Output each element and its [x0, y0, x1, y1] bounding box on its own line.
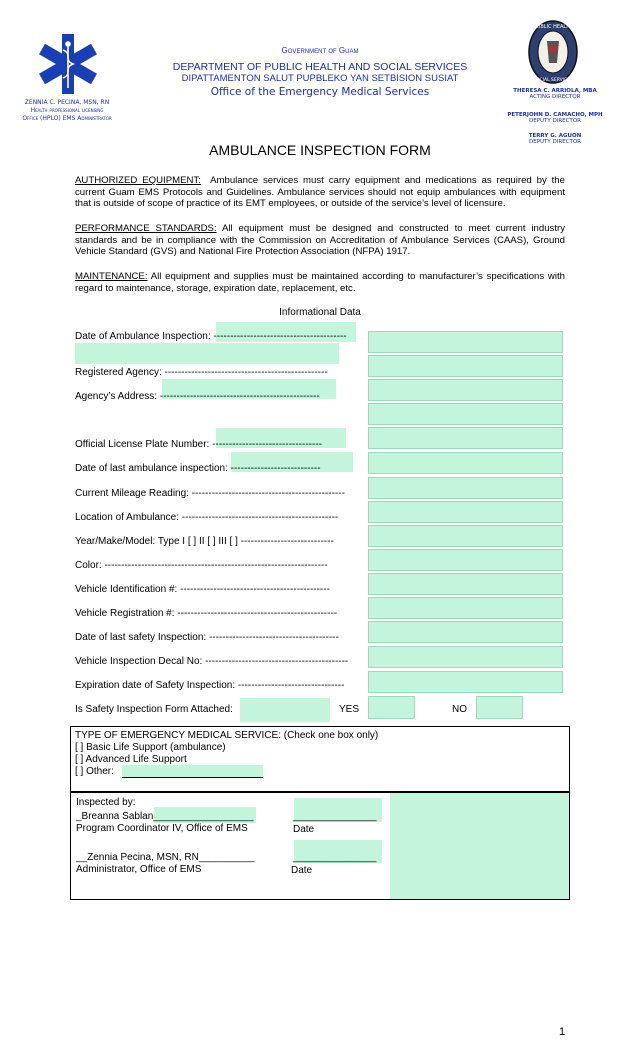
- other-option[interactable]: [ ] Other:: [75, 766, 114, 777]
- yes-label: YES: [339, 704, 360, 715]
- informational-data-heading: Informational Data: [279, 307, 361, 318]
- performance-standards-heading: PERFORMANCE STANDARDS:: [75, 223, 217, 234]
- right-field-1[interactable]: [368, 331, 563, 353]
- left-official-block: [2, 99, 132, 123]
- performance-standards-text: All equipment must be designed and constructed to meet current industry standards and be in compliance with the Commission on Accreditation of Ambulance Services (CAAS), Ground Vehicle Standard (GVS) and National Fire Protection Association (NFPA) 1917.: [75, 223, 565, 258]
- right-field-2[interactable]: [368, 355, 563, 377]
- right-field-5[interactable]: [368, 427, 563, 449]
- administrator-role: Administrator, Office of EMS: [76, 864, 202, 875]
- color-label: Color: -------------------------------------------------------------------: [75, 560, 328, 571]
- safety-attached-input[interactable]: [240, 698, 330, 722]
- staff-title: ACTING DIRECTOR: [529, 94, 581, 100]
- date-2-line: _______________: [293, 852, 377, 863]
- agency-address-label: Agency’s Address: ------------------------------------------------: [75, 391, 320, 402]
- no-label: NO: [452, 704, 467, 715]
- staff-name: THERESA C. ARRIOLA, MBA: [513, 88, 597, 94]
- inspector-role: Program Coordinator IV, Office of EMS: [76, 823, 248, 834]
- service-type-heading: TYPE OF EMERGENCY MEDICAL SERVICE: (Check one box only): [75, 730, 379, 741]
- form-title: AMBULANCE INSPECTION FORM: [209, 142, 431, 158]
- date-inspection-extra-input[interactable]: [75, 343, 339, 364]
- performance-standards-paragraph: [75, 223, 565, 258]
- right-field-7[interactable]: [368, 477, 563, 499]
- right-field-12[interactable]: [368, 597, 563, 619]
- basic-life-support-option[interactable]: [ ] Basic Life Support (ambulance): [75, 742, 226, 753]
- right-field-8[interactable]: [368, 501, 563, 523]
- seal-text-top: PUBLIC HEALTH: [533, 24, 573, 30]
- location-label: Location of Ambulance: -----------------------------------------------: [75, 512, 339, 523]
- signature-notes-area[interactable]: [390, 793, 569, 899]
- other-input[interactable]: [122, 765, 263, 778]
- administrator-name: __Zennia Pecina, MSN, RN__________: [76, 852, 255, 863]
- advanced-life-support-option[interactable]: [ ] Advanced Life Support: [75, 754, 187, 765]
- license-plate-label: Official License Plate Number: ---------------------------------: [75, 439, 322, 450]
- year-make-model-label: Year/Make/Model: Type I [ ] II [ ] III [ ] ----------------------------: [75, 536, 334, 547]
- staff-director: [494, 88, 616, 100]
- date-1-line: _______________: [293, 811, 377, 822]
- department-name: DEPARTMENT OF PUBLIC HEALTH AND SOCIAL SERVICES: [172, 61, 468, 73]
- staff-title: DEPUTY DIRECTOR: [528, 118, 582, 124]
- date-1-label: Date: [293, 824, 315, 835]
- staff-name: PETERJOHN D. CAMACHO, MPH: [507, 112, 603, 118]
- right-field-14[interactable]: [368, 646, 563, 668]
- authorized-equipment-text: Ambulance services must carry equipment and medications as required by the current Guam EMS Protocols and Guidelines. Ambulance services should not equip ambulances with equipment that is outside of scope of practice of its EMT employees, or outside of the service’s level of licensure.: [75, 175, 565, 210]
- left-official-title2: Office (HPLO) EMS Administrator: [22, 115, 112, 122]
- authorized-equipment-paragraph: [75, 175, 565, 210]
- maintenance-paragraph: [75, 271, 565, 294]
- maintenance-text: All equipment and supplies must be maintained according to manufacturer’s specifications with regard to maintenance, storage, expiration date, replacement, etc.: [75, 271, 565, 294]
- left-official-name: ZENNIA C. PECINA, MSN, RN: [24, 99, 110, 106]
- right-field-9[interactable]: [368, 525, 563, 547]
- yes-checkbox[interactable]: [368, 696, 415, 719]
- maintenance-heading: MAINTENANCE:: [75, 271, 148, 282]
- no-checkbox[interactable]: [476, 696, 523, 719]
- registered-agency-label: Registered Agency: -------------------------------------------------: [75, 367, 328, 378]
- last-safety-label: Date of last safety Inspection: ---------------------------------------: [75, 632, 339, 643]
- authorized-equipment-heading: AUTHORIZED EQUIPMENT:: [75, 175, 201, 186]
- right-field-3[interactable]: [368, 379, 563, 401]
- right-field-11[interactable]: [368, 573, 563, 595]
- right-field-15[interactable]: [368, 671, 563, 693]
- left-official-title1: Health professional licensing: [30, 107, 104, 114]
- government-of-guam: Government of Guam: [281, 46, 359, 55]
- right-field-6[interactable]: [368, 452, 563, 474]
- page-number: 1: [559, 1026, 566, 1038]
- safety-attached-label: Is Safety Inspection Form Attached:: [75, 704, 233, 715]
- department-name-chamorro: DIPATTAMENTON SALUT PUPBLEKO YAN SETBISION SUSIAT: [181, 73, 459, 84]
- registration-label: Vehicle Registration #: ------------------------------------------------: [75, 608, 338, 619]
- vin-label: Vehicle Identification #: ---------------------------------------------: [75, 584, 330, 595]
- right-field-10[interactable]: [368, 549, 563, 571]
- expiration-label: Expiration date of Safety Inspection: --------------------------------: [75, 680, 345, 691]
- office-name: Office of the Emergency Medical Services: [210, 86, 430, 98]
- staff-deputy-1: [494, 112, 616, 124]
- date-2-label: Date: [291, 865, 313, 876]
- public-health-seal: [527, 19, 579, 85]
- seal-text-bottom: SOCIAL SERVICES: [533, 78, 573, 83]
- inspected-by-label: Inspected by:: [76, 797, 136, 808]
- staff-name: TERRY G. AGUON: [528, 133, 582, 139]
- right-field-4[interactable]: [368, 403, 563, 425]
- decal-label: Vehicle Inspection Decal No: -------------------------------------------: [75, 656, 349, 667]
- date-inspection-label: Date of Ambulance Inspection: ----------------------------------------: [75, 331, 347, 342]
- mileage-label: Current Mileage Reading: ----------------------------------------------: [75, 488, 345, 499]
- staff-title: DEPUTY DIRECTOR: [528, 139, 582, 145]
- last-inspection-label: Date of last ambulance inspection: ---------------------------: [75, 463, 321, 474]
- inspector-name: _Breanna Sablan__________________: [76, 811, 254, 822]
- right-field-13[interactable]: [368, 621, 563, 643]
